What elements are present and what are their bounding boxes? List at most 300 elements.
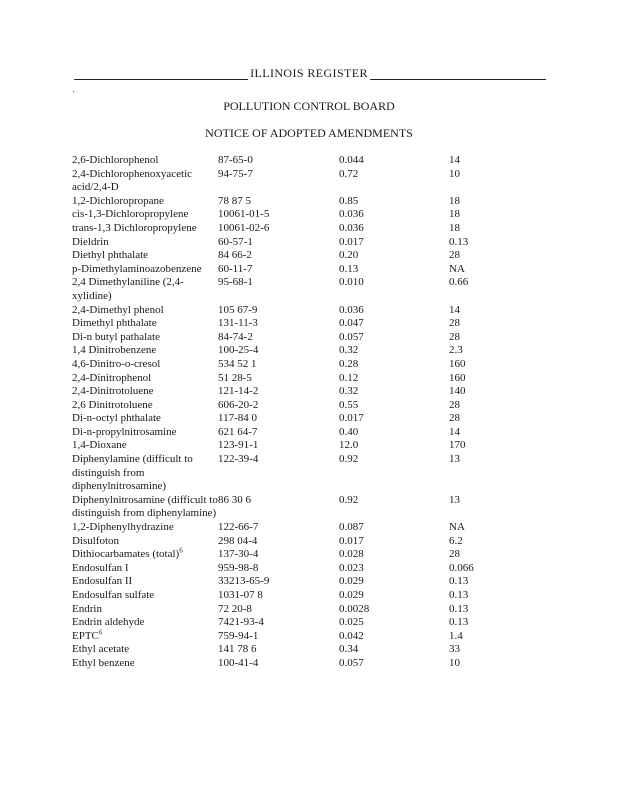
table-row: [72, 643, 509, 657]
cas-number: [218, 521, 339, 535]
nonwastewater-value-text: 0.13: [449, 602, 469, 615]
table-row: [72, 385, 509, 399]
wastewater-value: [339, 208, 449, 222]
nonwastewater-value: [449, 603, 509, 617]
wastewater-value: [339, 385, 449, 399]
constituent-name-text: EPTC: [72, 629, 99, 642]
wastewater-value-text: 0.0028: [339, 602, 370, 615]
table-row: [72, 263, 509, 277]
wastewater-value-text: 12.0: [339, 439, 359, 452]
nonwastewater-value-text: 28: [449, 398, 460, 411]
constituent-name-text: 1,4 Dinitrobenzene: [72, 344, 157, 357]
cas-number-text: 10061-01-5: [218, 208, 270, 221]
wastewater-value-text: 0.017: [339, 412, 364, 425]
cas-number: [218, 548, 339, 562]
nonwastewater-value: [449, 439, 509, 453]
table-row: [72, 616, 509, 630]
nonwastewater-value: [449, 385, 509, 399]
nonwastewater-value-text: 10: [449, 656, 460, 669]
constituent-name: [72, 263, 218, 277]
table-row: [72, 236, 509, 250]
cas-number-text: 1031-07 8: [218, 589, 263, 601]
nonwastewater-value-text: 160: [449, 357, 466, 370]
nonwastewater-value: [449, 657, 509, 671]
nonwastewater-value-text: 14: [449, 303, 460, 316]
nonwastewater-value: [449, 589, 509, 603]
cas-number-text: 94-75-7: [218, 167, 253, 180]
table-body: [72, 154, 509, 671]
wastewater-value-text: 0.087: [339, 521, 364, 534]
constituents-table: [72, 154, 509, 671]
constituent-name-text: Dieldrin: [72, 235, 109, 248]
wastewater-value: [339, 236, 449, 250]
constituent-name-text: Dithiocarbamates (total): [72, 548, 180, 561]
cas-number-text: 95-68-1: [218, 276, 253, 289]
constituent-name-text: Ethyl acetate: [72, 643, 130, 656]
cas-number: [218, 412, 339, 426]
nonwastewater-value-text: 18: [449, 194, 460, 207]
constituent-name: [72, 222, 218, 236]
constituent-name: [72, 603, 218, 617]
table-row: [72, 208, 509, 222]
constituent-name-text: 1,4-Dioxane: [72, 439, 127, 452]
nonwastewater-value: [449, 331, 509, 345]
constituent-name: [72, 643, 218, 657]
cas-number: [218, 304, 339, 318]
nonwastewater-value-text: 0.066: [449, 561, 474, 574]
table-row: [72, 412, 509, 426]
table-row: [72, 372, 509, 386]
wastewater-value: [339, 249, 449, 263]
wastewater-value: [339, 222, 449, 236]
table-row: [72, 304, 509, 318]
nonwastewater-value-text: 170: [449, 439, 466, 452]
nonwastewater-value: [449, 208, 509, 222]
cas-number: [218, 426, 339, 440]
cas-number: [218, 589, 339, 603]
table-row: [72, 399, 509, 413]
table-row: [72, 575, 509, 589]
wastewater-value: [339, 263, 449, 277]
table-row: [72, 426, 509, 440]
wastewater-value: [339, 331, 449, 345]
constituent-name: [72, 562, 218, 576]
nonwastewater-value-text: 28: [449, 249, 460, 262]
nonwastewater-value-text: 160: [449, 371, 466, 384]
cas-number-text: 100-41-4: [218, 656, 259, 669]
cas-number: [218, 603, 339, 617]
nonwastewater-value-text: 0.13: [449, 589, 469, 601]
table-row: [72, 521, 509, 535]
wastewater-value: [339, 358, 449, 372]
nonwastewater-value-text: 28: [449, 317, 460, 330]
cas-number-text: 10061-02-6: [218, 221, 270, 234]
nonwastewater-value-text: 10: [449, 167, 460, 180]
constituent-name-text: 2,4-Dimethyl phenol: [72, 303, 164, 316]
table-row: [72, 494, 509, 521]
wastewater-value: [339, 399, 449, 413]
wastewater-value: [339, 535, 449, 549]
cas-number-text: 534 52 1: [218, 357, 257, 370]
nonwastewater-value: [449, 249, 509, 263]
cas-number-text: 759-94-1: [218, 629, 259, 642]
wastewater-value-text: 0.85: [339, 194, 359, 207]
nonwastewater-value-text: 18: [449, 221, 460, 234]
constituent-name: [72, 616, 218, 630]
constituent-name-text: Endrin: [72, 602, 102, 615]
cas-number: [218, 168, 339, 195]
constituent-name-text: p-Dimethylaminoazobenzene: [72, 262, 202, 275]
nonwastewater-value: [449, 521, 509, 535]
cas-number-text: 137-30-4: [218, 548, 259, 561]
nonwastewater-value: [449, 562, 509, 576]
cas-number-text: 298 04-4: [218, 534, 258, 547]
speck: [73, 91, 74, 92]
wastewater-value-text: 0.55: [339, 398, 359, 411]
wastewater-value-text: 0.029: [339, 589, 364, 601]
nonwastewater-value: [449, 372, 509, 386]
cas-number-text: 121-14-2: [218, 385, 259, 398]
cas-number-text: 86 30 6: [218, 493, 251, 506]
cas-number: [218, 575, 339, 589]
table-row: [72, 331, 509, 345]
table-row: [72, 344, 509, 358]
wastewater-value: [339, 589, 449, 603]
wastewater-value-text: 0.13: [339, 262, 359, 275]
table-row: [72, 168, 509, 195]
wastewater-value-text: 0.32: [339, 344, 359, 357]
constituent-name-text: 2,6-Dichlorophenol: [72, 154, 159, 166]
constituent-name: [72, 439, 218, 453]
constituent-name-text: Endrin aldehyde: [72, 616, 145, 629]
constituent-name: [72, 575, 218, 589]
wastewater-value-text: 0.32: [339, 385, 359, 398]
constituent-name-text: Diphenylnitrosamine (difficult to distinguish from diphenylamine): [72, 493, 218, 520]
wastewater-value: [339, 562, 449, 576]
nonwastewater-value: [449, 304, 509, 318]
constituent-name: [72, 208, 218, 222]
constituent-name-text: 4,6-Dinitro-o-cresol: [72, 357, 161, 370]
constituent-name: [72, 195, 218, 209]
nonwastewater-value-text: 28: [449, 330, 460, 343]
wastewater-value: [339, 616, 449, 630]
nonwastewater-value-text: 18: [449, 208, 460, 221]
nonwastewater-value: [449, 154, 509, 168]
cas-number-text: 621 64-7: [218, 425, 258, 438]
wastewater-value-text: 0.017: [339, 534, 364, 547]
cas-number: [218, 331, 339, 345]
wastewater-value: [339, 195, 449, 209]
constituent-name-text: Di-n-propylnitrosamine: [72, 425, 177, 438]
constituent-name-text: Endosulfan II: [72, 575, 133, 588]
wastewater-value: [339, 439, 449, 453]
constituent-name-text: Endosulfan I: [72, 561, 129, 574]
wastewater-value: [339, 276, 449, 303]
constituent-name-text: 2,6 Dinitrotoluene: [72, 398, 153, 411]
wastewater-value: [339, 548, 449, 562]
nonwastewater-value: [449, 630, 509, 644]
nonwastewater-value: [449, 399, 509, 413]
cas-number-text: 100-25-4: [218, 344, 259, 357]
cas-number-text: 117-84 0: [218, 412, 258, 425]
constituent-name-text: 2,4-Dinitrophenol: [72, 371, 152, 384]
nonwastewater-value-text: 0.13: [449, 235, 469, 248]
cas-number-text: 60-57-1: [218, 235, 253, 248]
wastewater-value-text: 0.057: [339, 656, 364, 669]
nonwastewater-value: [449, 168, 509, 195]
cas-number-text: 123-91-1: [218, 439, 259, 452]
constituent-name-text: Di-n butyl pathalate: [72, 330, 160, 343]
cas-number: [218, 222, 339, 236]
constituent-name: [72, 358, 218, 372]
constituent-name: [72, 535, 218, 549]
cas-number: [218, 535, 339, 549]
cas-number: [218, 630, 339, 644]
constituent-name: [72, 276, 218, 303]
nonwastewater-value-text: 6.2: [449, 534, 463, 547]
table-row: [72, 358, 509, 372]
nonwastewater-value-text: 0.13: [449, 616, 469, 629]
register-title: [0, 66, 618, 81]
footnote-marker: 6: [98, 628, 103, 637]
cas-number: [218, 643, 339, 657]
wastewater-value: [339, 426, 449, 440]
wastewater-value: [339, 168, 449, 195]
wastewater-value-text: 0.017: [339, 235, 364, 248]
wastewater-value: [339, 521, 449, 535]
wastewater-value-text: 0.042: [339, 629, 364, 642]
constituent-name: [72, 399, 218, 413]
constituent-name: [72, 236, 218, 250]
cas-number-text: 122-66-7: [218, 521, 259, 534]
table-row: [72, 195, 509, 209]
nonwastewater-value: [449, 453, 509, 494]
table-row: [72, 222, 509, 236]
cas-number: [218, 616, 339, 630]
cas-number-text: 84 66-2: [218, 249, 252, 262]
constituent-name: [72, 317, 218, 331]
wastewater-value-text: 0.029: [339, 575, 364, 588]
wastewater-value: [339, 412, 449, 426]
cas-number-text: 84-74-2: [218, 330, 253, 343]
nonwastewater-value-text: NA: [449, 262, 465, 275]
cas-number-text: 105 67-9: [218, 303, 258, 316]
wastewater-value-text: 0.044: [339, 154, 364, 166]
wastewater-value-text: 0.036: [339, 208, 364, 221]
nonwastewater-value-text: 2.3: [449, 344, 463, 357]
cas-number: [218, 372, 339, 386]
nonwastewater-value-text: NA: [449, 521, 465, 534]
constituent-name-text: Diethyl phthalate: [72, 249, 149, 262]
wastewater-value-text: 0.036: [339, 221, 364, 234]
constituent-name: [72, 453, 218, 494]
cas-number-text: 78 87 5: [218, 194, 251, 207]
wastewater-value-text: 0.40: [339, 425, 359, 438]
nonwastewater-value-text: 0.13: [449, 575, 469, 588]
nonwastewater-value: [449, 548, 509, 562]
nonwastewater-value-text: 0.66: [449, 276, 469, 289]
table-row: [72, 562, 509, 576]
wastewater-value-text: 0.036: [339, 303, 364, 316]
cas-number: [218, 453, 339, 494]
table-row: [72, 154, 509, 168]
constituent-name-text: 1,2-Diphenylhydrazine: [72, 521, 174, 534]
nonwastewater-value-text: 28: [449, 548, 460, 561]
cas-number: [218, 195, 339, 209]
nonwastewater-value: [449, 616, 509, 630]
constituent-name-text: 2,4-Dinitrotoluene: [72, 385, 154, 398]
register-title-text: ILLINOIS REGISTER: [250, 66, 368, 80]
nonwastewater-value: [449, 317, 509, 331]
cas-number: [218, 236, 339, 250]
cas-number-text: 72 20-8: [218, 602, 252, 615]
wastewater-value-text: 0.28: [339, 357, 359, 370]
table-row: [72, 317, 509, 331]
cas-number-text: 33213-65-9: [218, 575, 270, 588]
wastewater-value: [339, 154, 449, 168]
constituent-name: [72, 412, 218, 426]
nonwastewater-value: [449, 575, 509, 589]
cas-number-text: 131-11-3: [218, 317, 258, 330]
constituent-name: [72, 548, 218, 562]
constituent-name-text: Di-n-octyl phthalate: [72, 412, 161, 425]
wastewater-value: [339, 657, 449, 671]
cas-number: [218, 399, 339, 413]
constituent-name-text: Disulfoton: [72, 534, 120, 547]
table-row: [72, 603, 509, 617]
constituent-name: [72, 154, 218, 168]
table-row: [72, 548, 509, 562]
constituent-name: [72, 331, 218, 345]
wastewater-value-text: 0.92: [339, 453, 359, 466]
wastewater-value: [339, 344, 449, 358]
nonwastewater-value-text: 14: [449, 425, 460, 438]
constituent-name-text: 2,4 Dimethylaniline (2,4-xylidine): [72, 276, 184, 302]
footnote-marker: 6: [179, 546, 183, 555]
constituent-name: [72, 304, 218, 318]
nonwastewater-value: [449, 263, 509, 277]
table-row: [72, 439, 509, 453]
cas-number: [218, 657, 339, 671]
cas-number: [218, 276, 339, 303]
cas-number-text: 87-65-0: [218, 154, 253, 166]
wastewater-value: [339, 317, 449, 331]
wastewater-value-text: 0.92: [339, 493, 359, 506]
constituent-name: [72, 168, 218, 195]
nonwastewater-value-text: 33: [449, 643, 460, 656]
wastewater-value-text: 0.34: [339, 643, 359, 656]
nonwastewater-value: [449, 494, 509, 521]
cas-number: [218, 317, 339, 331]
nonwastewater-value: [449, 535, 509, 549]
constituent-name-text: Endosulfan sulfate: [72, 589, 155, 601]
cas-number: [218, 154, 339, 168]
nonwastewater-value: [449, 222, 509, 236]
wastewater-value-text: 0.12: [339, 371, 359, 384]
wastewater-value: [339, 603, 449, 617]
wastewater-value-text: 0.023: [339, 561, 364, 574]
constituent-name-text: trans-1,3 Dichloropropylene: [72, 221, 197, 234]
wastewater-value-text: 0.057: [339, 330, 364, 343]
cas-number: [218, 439, 339, 453]
table-row: [72, 249, 509, 263]
cas-number: [218, 562, 339, 576]
cas-number-text: 606-20-2: [218, 398, 259, 411]
table-row: [72, 276, 509, 303]
nonwastewater-value-text: 13: [449, 493, 460, 506]
wastewater-value-text: 0.028: [339, 548, 364, 561]
cas-number: [218, 494, 339, 521]
wastewater-value: [339, 453, 449, 494]
constituent-name-text: Dimethyl phthalate: [72, 317, 157, 330]
nonwastewater-value-text: 28: [449, 412, 460, 425]
constituent-name-text: 1,2-Dichloropropane: [72, 194, 164, 207]
cas-number: [218, 344, 339, 358]
table-row: [72, 453, 509, 494]
cas-number-text: 141 78 6: [218, 643, 257, 656]
nonwastewater-value: [449, 276, 509, 303]
wastewater-value-text: 0.20: [339, 249, 359, 262]
nonwastewater-value: [449, 358, 509, 372]
nonwastewater-value-text: 13: [449, 453, 460, 466]
wastewater-value: [339, 643, 449, 657]
wastewater-value: [339, 575, 449, 589]
nonwastewater-value-text: 14: [449, 154, 460, 166]
constituent-name: [72, 657, 218, 671]
constituent-name: [72, 372, 218, 386]
cas-number: [218, 385, 339, 399]
nonwastewater-value-text: 1.4: [449, 629, 463, 642]
table-row: [72, 657, 509, 671]
constituent-name-text: Ethyl benzene: [72, 656, 135, 669]
wastewater-value: [339, 630, 449, 644]
constituent-name: [72, 494, 218, 521]
nonwastewater-value: [449, 426, 509, 440]
table-row: [72, 630, 509, 644]
constituent-name-text: 2,4-Dichlorophenoxyacetic acid/2,4-D: [72, 167, 193, 194]
wastewater-value-text: 0.72: [339, 167, 359, 180]
table-row: [72, 589, 509, 603]
table-row: [72, 535, 509, 549]
constituent-name: [72, 344, 218, 358]
constituent-name: [72, 385, 218, 399]
constituent-name: [72, 589, 218, 603]
wastewater-value-text: 0.025: [339, 616, 364, 629]
constituent-name-text: cis-1,3-Dichloropropylene: [72, 208, 189, 221]
cas-number: [218, 358, 339, 372]
cas-number-text: 959-98-8: [218, 561, 259, 574]
constituent-name: [72, 426, 218, 440]
board-title: POLLUTION CONTROL BOARD: [223, 99, 395, 113]
wastewater-value: [339, 494, 449, 521]
constituent-name: [72, 521, 218, 535]
constituent-name: [72, 630, 218, 644]
cas-number: [218, 263, 339, 277]
cas-number: [218, 249, 339, 263]
constituent-name: [72, 249, 218, 263]
nonwastewater-value: [449, 643, 509, 657]
cas-number-text: 7421-93-4: [218, 616, 264, 629]
cas-number-text: 122-39-4: [218, 453, 259, 466]
nonwastewater-value-text: 140: [449, 385, 466, 398]
constituent-name-text: Diphenylamine (difficult to distinguish from diphenylnitrosamine): [72, 453, 193, 493]
nonwastewater-value: [449, 236, 509, 250]
wastewater-value-text: 0.047: [339, 317, 364, 330]
wastewater-value: [339, 372, 449, 386]
nonwastewater-value: [449, 195, 509, 209]
cas-number-text: 60-11-7: [218, 262, 253, 275]
nonwastewater-value: [449, 412, 509, 426]
